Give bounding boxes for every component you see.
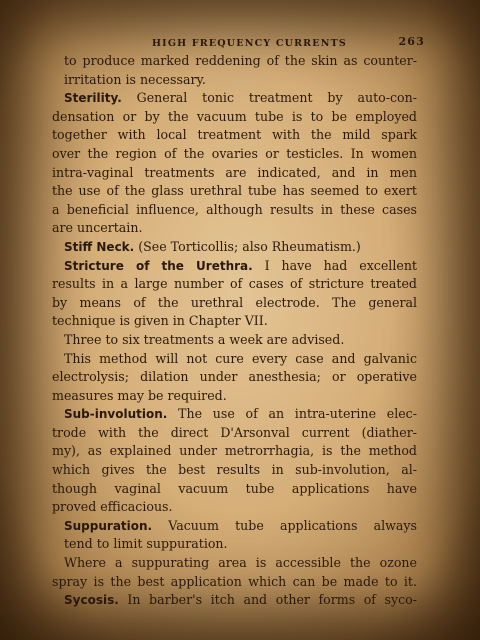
entry-term: Sycosis. xyxy=(64,593,119,608)
page-number: 263 xyxy=(398,35,425,48)
text-line xyxy=(52,554,417,573)
page-text-block xyxy=(52,30,425,610)
entry-term: Sub-involution. xyxy=(64,407,168,422)
line-text: measures may be required. xyxy=(52,387,227,403)
text-line xyxy=(52,535,417,554)
text-line xyxy=(52,573,417,592)
line-text: electrolysis; dilation under anesthesia; or operative xyxy=(52,369,417,385)
text-line xyxy=(52,442,417,461)
text-line xyxy=(52,201,417,220)
body-text xyxy=(52,52,417,610)
line-text: In barber's itch and other forms of syco- xyxy=(118,592,417,608)
text-line xyxy=(52,294,417,313)
entry-term: Sterility. xyxy=(64,91,122,106)
text-line xyxy=(52,461,417,480)
text-line xyxy=(52,182,417,201)
line-text: irritation is necessary. xyxy=(64,71,206,87)
line-text: tend to limit suppuration. xyxy=(64,536,228,552)
text-line xyxy=(52,331,417,350)
line-text: my), as explained under metrorrhagia, is the method xyxy=(52,443,417,459)
text-line xyxy=(52,517,417,536)
text-line xyxy=(52,145,417,164)
line-text: a beneficial influence, although results in these cases xyxy=(52,201,417,217)
text-line xyxy=(52,405,417,424)
line-text: the use of the glass urethral tube has seemed to exert xyxy=(52,183,417,199)
text-line xyxy=(52,257,417,276)
text-line xyxy=(52,387,417,406)
entry-term: Stricture of the Urethra. xyxy=(64,258,253,273)
line-text: though vaginal vacuum tube applications have xyxy=(52,480,417,496)
line-text: together with local treatment with the mild spark xyxy=(52,127,417,143)
text-line xyxy=(52,89,417,108)
text-line xyxy=(52,312,417,331)
line-text: This method will not cure every case and galvanic xyxy=(64,350,417,366)
running-header xyxy=(52,30,425,52)
line-text: Vacuum tube applications always xyxy=(152,517,417,533)
text-line xyxy=(52,480,417,499)
text-line xyxy=(52,368,417,387)
text-line xyxy=(52,108,417,127)
text-line xyxy=(52,424,417,443)
text-line xyxy=(52,52,417,71)
line-text: I have had excellent xyxy=(252,257,417,273)
line-text: over the region of the ovaries or testicles. In women xyxy=(52,145,417,161)
line-text: General tonic treatment by auto-con- xyxy=(121,90,417,106)
line-text: (See Torticollis; also Rheumatism.) xyxy=(134,238,361,254)
running-title: HIGH FREQUENCY CURRENTS xyxy=(152,38,347,49)
line-text: are uncertain. xyxy=(52,220,143,236)
text-line xyxy=(52,275,417,294)
line-text: by means of the urethral electrode. The general xyxy=(52,294,417,310)
line-text: Where a suppurating area is accessible the ozone xyxy=(64,555,417,571)
line-text: to produce marked reddening of the skin as counter- xyxy=(64,53,417,68)
line-text: spray is the best application which can be made to it. xyxy=(52,573,417,589)
text-line xyxy=(52,219,417,238)
line-text: The use of an intra-uterine elec- xyxy=(167,406,417,422)
entry-term: Stiff Neck. xyxy=(64,239,135,254)
line-text: intra-vaginal treatments are indicated, and in men xyxy=(52,164,417,180)
line-text: results in a large number of cases of stricture treated xyxy=(52,276,417,292)
text-line xyxy=(52,238,417,257)
text-line xyxy=(52,71,417,90)
text-line xyxy=(52,498,417,517)
text-line xyxy=(52,591,417,610)
line-text: which gives the best results in sub-involution, al- xyxy=(52,462,417,478)
line-text: densation or by the vacuum tube is to be employed xyxy=(52,108,417,124)
line-text: technique is given in Chapter VII. xyxy=(52,313,268,329)
text-line xyxy=(52,126,417,145)
line-text: trode with the direct D'Arsonval current (diather- xyxy=(52,424,417,440)
line-text: Three to six treatments a week are advised. xyxy=(64,331,345,347)
text-line xyxy=(52,350,417,369)
text-line xyxy=(52,164,417,183)
entry-term: Suppuration. xyxy=(64,518,153,533)
line-text: proved efficacious. xyxy=(52,499,173,515)
